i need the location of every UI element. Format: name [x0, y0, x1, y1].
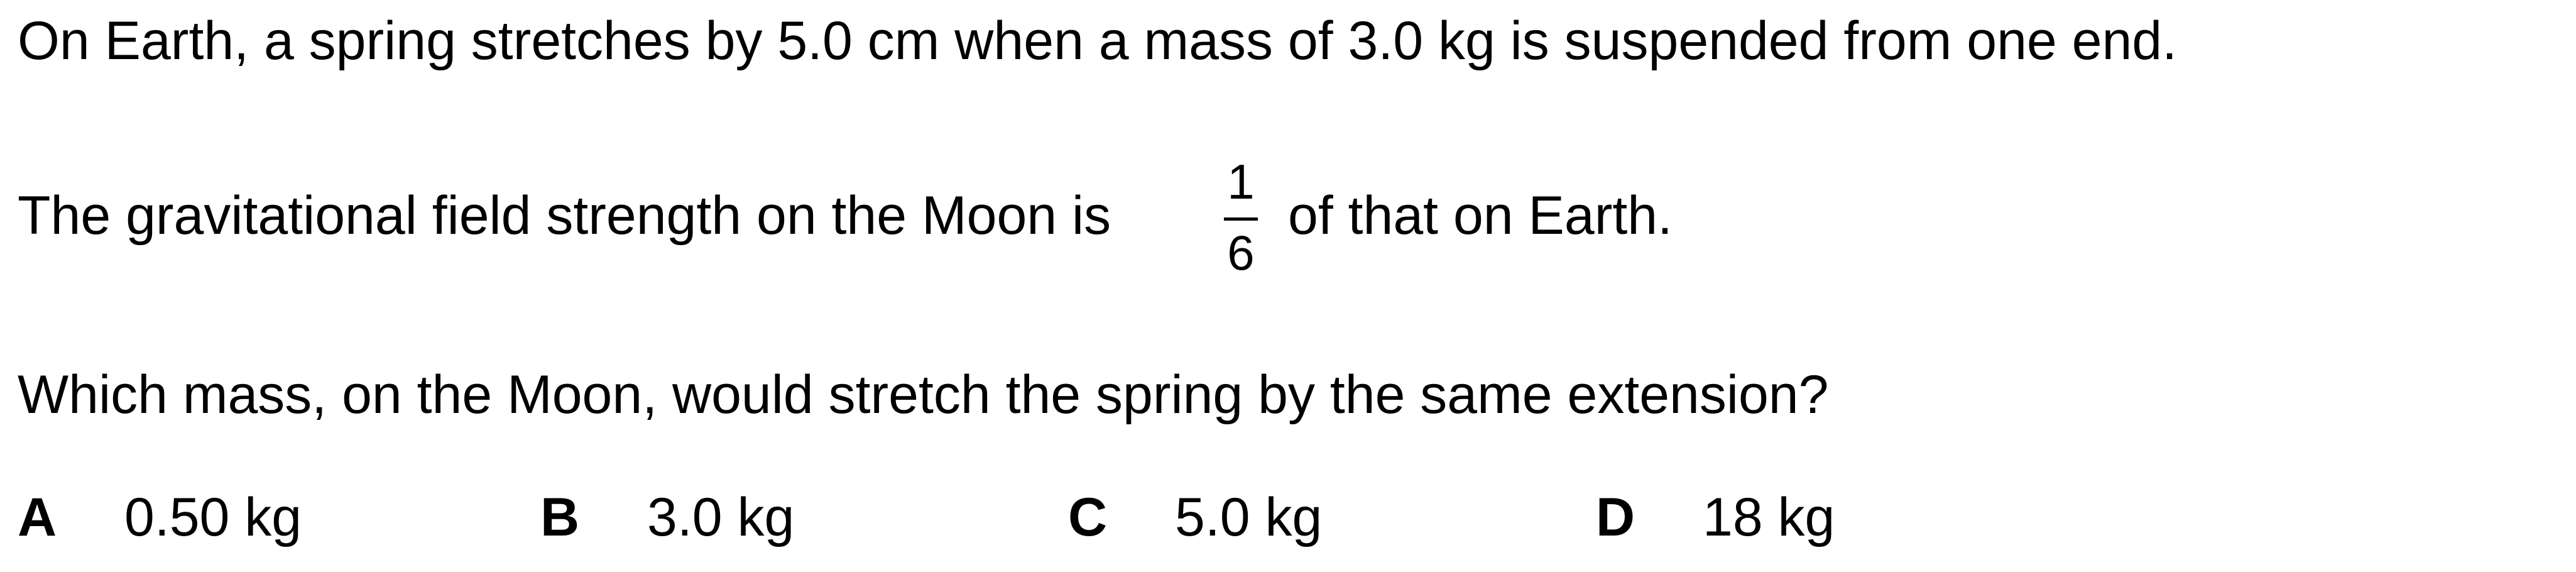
question-line-2-start: The gravitational field strength on the Moon is: [18, 185, 1111, 246]
fraction-numerator: 1: [1227, 154, 1255, 209]
question-line-1: On Earth, a spring stretches by 5.0 cm when a mass of 3.0 kg is suspended from one end.: [18, 11, 2178, 71]
option-letter: B: [540, 487, 580, 547]
option-b[interactable]: [540, 487, 795, 547]
fraction-denominator: 6: [1227, 225, 1255, 280]
option-value: 0.50 kg: [124, 487, 302, 547]
option-value: 3.0 kg: [647, 487, 795, 547]
fraction-bar: [1224, 217, 1258, 221]
option-letter: A: [18, 487, 57, 547]
option-a[interactable]: [18, 487, 302, 547]
question-line-3: Which mass, on the Moon, would stretch the spring by the same extension?: [18, 365, 1829, 425]
option-value: 18 kg: [1703, 487, 1835, 547]
fraction-one-sixth: [1216, 154, 1266, 280]
option-c[interactable]: [1068, 487, 1323, 547]
option-letter: C: [1068, 487, 1108, 547]
option-value: 5.0 kg: [1175, 487, 1323, 547]
option-letter: D: [1596, 487, 1635, 547]
question-line-2-end: of that on Earth.: [1288, 185, 1673, 246]
option-d[interactable]: [1596, 487, 1835, 547]
